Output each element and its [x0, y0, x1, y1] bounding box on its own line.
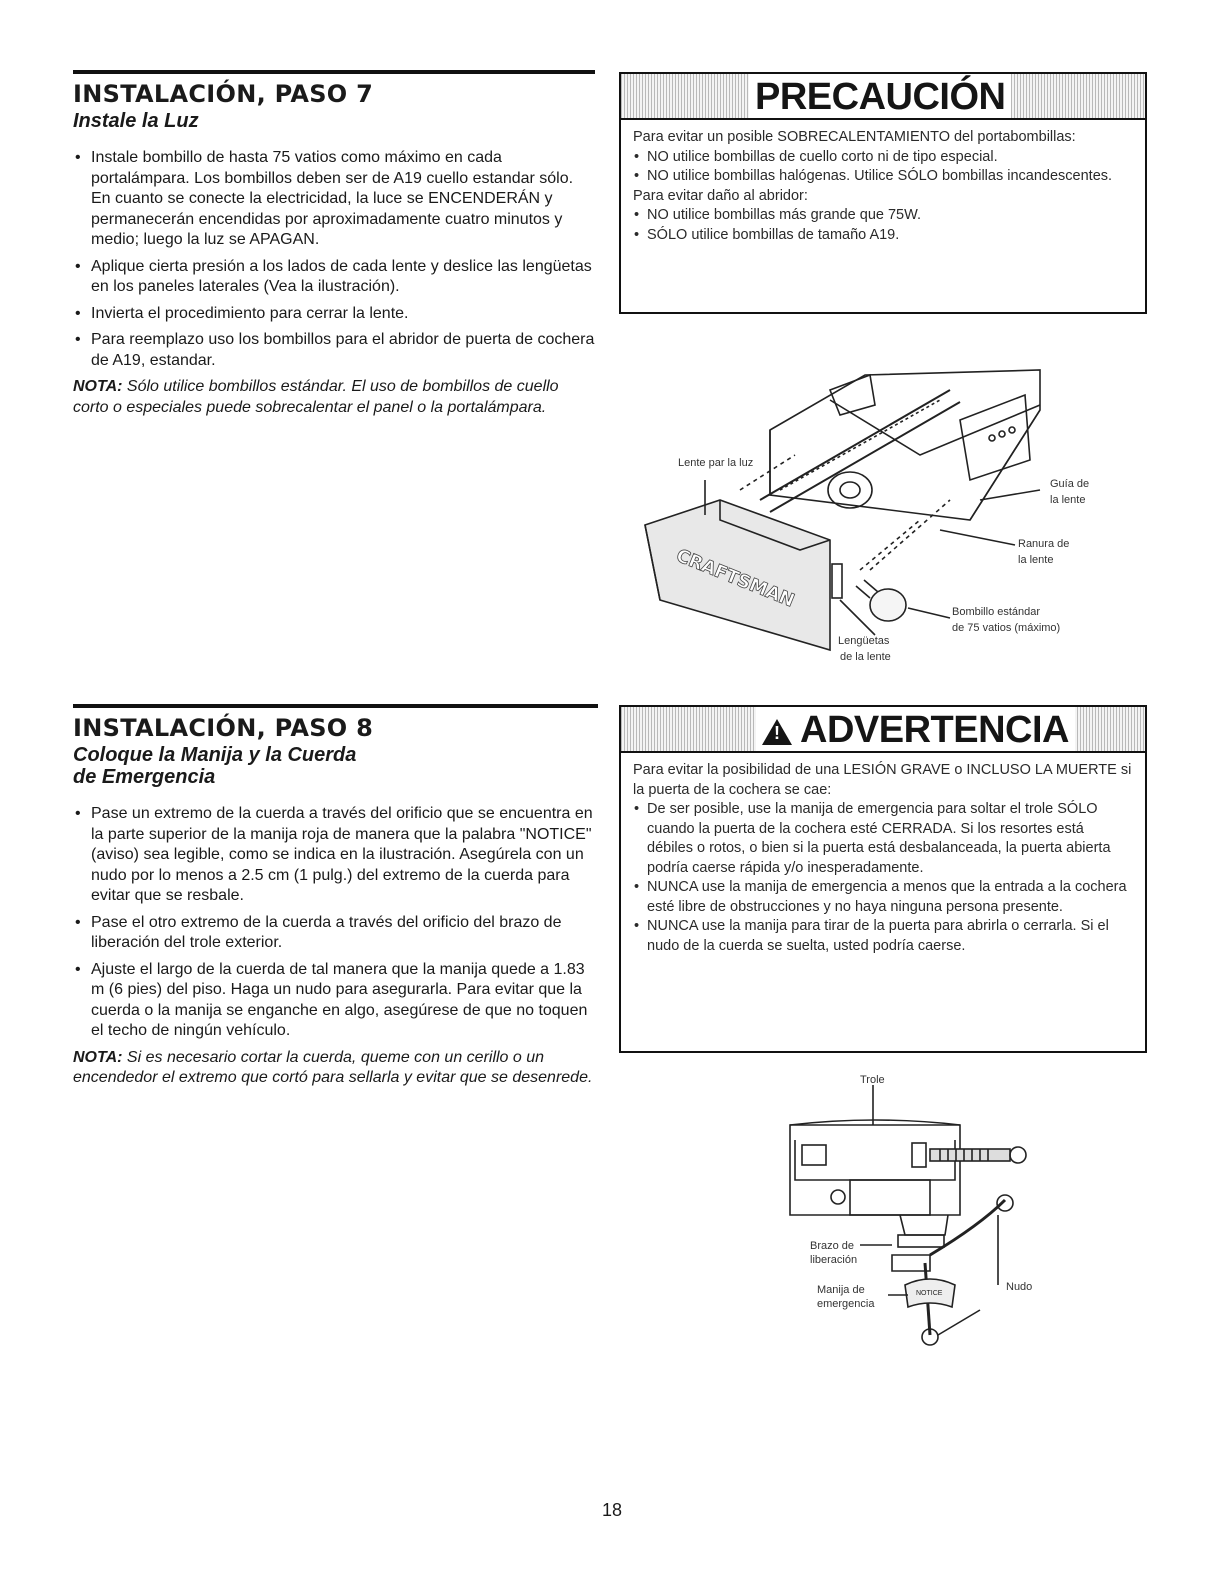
label-lente: Lente par la luz: [678, 457, 754, 469]
caution-text: [621, 120, 1145, 255]
label-ranura-2: la lente: [1018, 554, 1054, 566]
step8-subtitle-1: Coloque la Manija y la Cuerda: [73, 744, 357, 766]
warning-text: [621, 753, 1145, 966]
step7-note: [73, 377, 595, 418]
step7-section: [73, 70, 595, 418]
caution-intro: Para evitar un posible SOBRECALENTAMIENTO del portabombillas:: [633, 129, 1076, 145]
step8-subtitle-2: de Emergencia: [73, 766, 216, 788]
list-item: • NO utilice bombillas más grande que 75W.: [633, 206, 1133, 226]
label-guia-1: Guía de: [1050, 478, 1090, 490]
list-item: • Pase un extremo de la cuerda a través del orificio que se encuentra en la parte superior de la manija roja de manera que la palabra "NOTICE" (aviso) sea legible, como se indica en la ilustración. Asegúrela con un nudo por lo menos a 2.5 cm (1 pulg.) del extremo de la cuerda para evitar que se resbale.: [73, 804, 598, 907]
label-lenguetas-1: Lengüetas: [838, 635, 890, 647]
step7-subtitle: Instale la Luz: [73, 110, 199, 132]
label-ranura-1: Ranura de: [1018, 538, 1070, 550]
label-lenguetas-2: de la lente: [840, 651, 891, 663]
label-bombillo-1: Bombillo estándar: [952, 606, 1041, 618]
label-brazo-2: liberación: [810, 1254, 858, 1266]
label-manija-1: Manija de: [817, 1284, 865, 1296]
caution-list-1: [633, 148, 1133, 187]
brand-logo: CRAFTSMAN: [673, 545, 798, 612]
page-number: 18: [601, 1500, 623, 1520]
step8-rule: [73, 704, 598, 708]
list-item: • SÓLO utilice bombillas de tamaño A19.: [633, 226, 1133, 246]
warning-list: [633, 800, 1133, 956]
caution-title: PRECAUCIÓN: [749, 74, 1011, 118]
label-brazo-1: Brazo de: [810, 1240, 855, 1252]
list-item: • NO utilice bombillas halógenas. Utilice SÓLO bombillas incandescentes.: [633, 167, 1133, 187]
step8-list: [73, 804, 598, 1042]
list-item: • NUNCA use la manija de emergencia a menos que la entrada a la cochera esté libre de obstrucciones y no haya ninguna persona presente.: [633, 878, 1133, 917]
caution-banner: [621, 74, 1145, 120]
note-text: Si es necesario cortar la cuerda, queme con un cerillo o un encendedor el extremo que cortó para sellarla y evitar que se desenrede.: [73, 1048, 593, 1086]
list-item: • Invierta el procedimiento para cerrar la lente.: [73, 304, 595, 325]
list-item: • NO utilice bombillas de cuello corto ni de tipo especial.: [633, 148, 1133, 168]
label-bombillo-2: de 75 vatios (máximo): [952, 622, 1061, 634]
label-nudo: Nudo: [1006, 1281, 1033, 1293]
step7-list: [73, 148, 595, 371]
warning-box: [619, 705, 1147, 1053]
warning-icon: !: [762, 719, 792, 745]
handle-notice-text: NOTICE: [916, 1290, 943, 1297]
caution-list-2: [633, 206, 1133, 245]
label-trole: Trole: [860, 1074, 885, 1086]
list-item: • Aplique cierta presión a los lados de cada lente y deslice las lengüetas en los paneles laterales (Vea la ilustración).: [73, 257, 595, 298]
warning-title-wrap: [756, 707, 1075, 751]
list-item: • Instale bombillo de hasta 75 vatios como máximo en cada portalámpara. Los bombillos deben ser de A19 cuello estandar sólo. En cuanto se conecte la electricidad, la luce se ENCENDERÁN y permanecerán encendidas por aproximadamente cuatro minutos y medio; luego la luz se APAGAN.: [73, 148, 595, 251]
warning-title: ADVERTENCIA: [800, 709, 1069, 751]
note-label: NOTA:: [73, 378, 123, 395]
list-item: • De ser posible, use la manija de emergencia para soltar el trole SÓLO cuando la puerta de la cochera esté CERRADA. Si los resortes está débiles o rotos, o bien si la puerta está desbalanceada, la puerta abierta podría caerse rápida y/o inesperadamente.: [633, 800, 1133, 878]
caution-intro-2: Para evitar daño al abridor:: [633, 187, 808, 204]
step7-rule: [73, 70, 595, 74]
opener-light-diagram: [620, 350, 1140, 670]
step8-note: [73, 1048, 598, 1089]
trolley-diagram: [780, 1074, 1060, 1375]
list-item: • NUNCA use la manija para tirar de la puerta para abrirla o cerrarla. Si el nudo de la cuerda se suelta, usted podría caerse.: [633, 917, 1133, 956]
warning-intro: Para evitar la posibilidad de una LESIÓN GRAVE o INCLUSO LA MUERTE si la puerta de la cochera se cae:: [633, 762, 1132, 798]
note-label: NOTA:: [73, 1048, 123, 1066]
list-item: • Pase el otro extremo de la cuerda a través del orificio del brazo de liberación del trole exterior.: [73, 913, 598, 954]
label-manija-2: emergencia: [817, 1298, 875, 1310]
warning-banner: [621, 707, 1145, 753]
caution-box: [619, 72, 1147, 314]
step7-title: INSTALACIÓN, PASO 7: [73, 80, 374, 108]
note-text: Sólo utilice bombillos estándar. El uso de bombillos de cuello corto o especiales puede sobrecalentar el panel o la portalámpara.: [73, 378, 559, 416]
list-item: • Ajuste el largo de la cuerda de tal manera que la manija quede a 1.83 m (6 pies) del piso. Haga un nudo para asegurarla. Para evitar que la cuerda o la manija se enganche en algo, asegúrese de que no toquen el techo de ningún vehículo.: [73, 960, 598, 1042]
list-item: • Para reemplazo uso los bombillos para el abridor de puerta de cochera de A19, estandar.: [73, 330, 595, 371]
label-guia-2: la lente: [1050, 494, 1086, 506]
step8-title: INSTALACIÓN, PASO 8: [73, 714, 374, 742]
step8-section: [73, 704, 598, 1089]
